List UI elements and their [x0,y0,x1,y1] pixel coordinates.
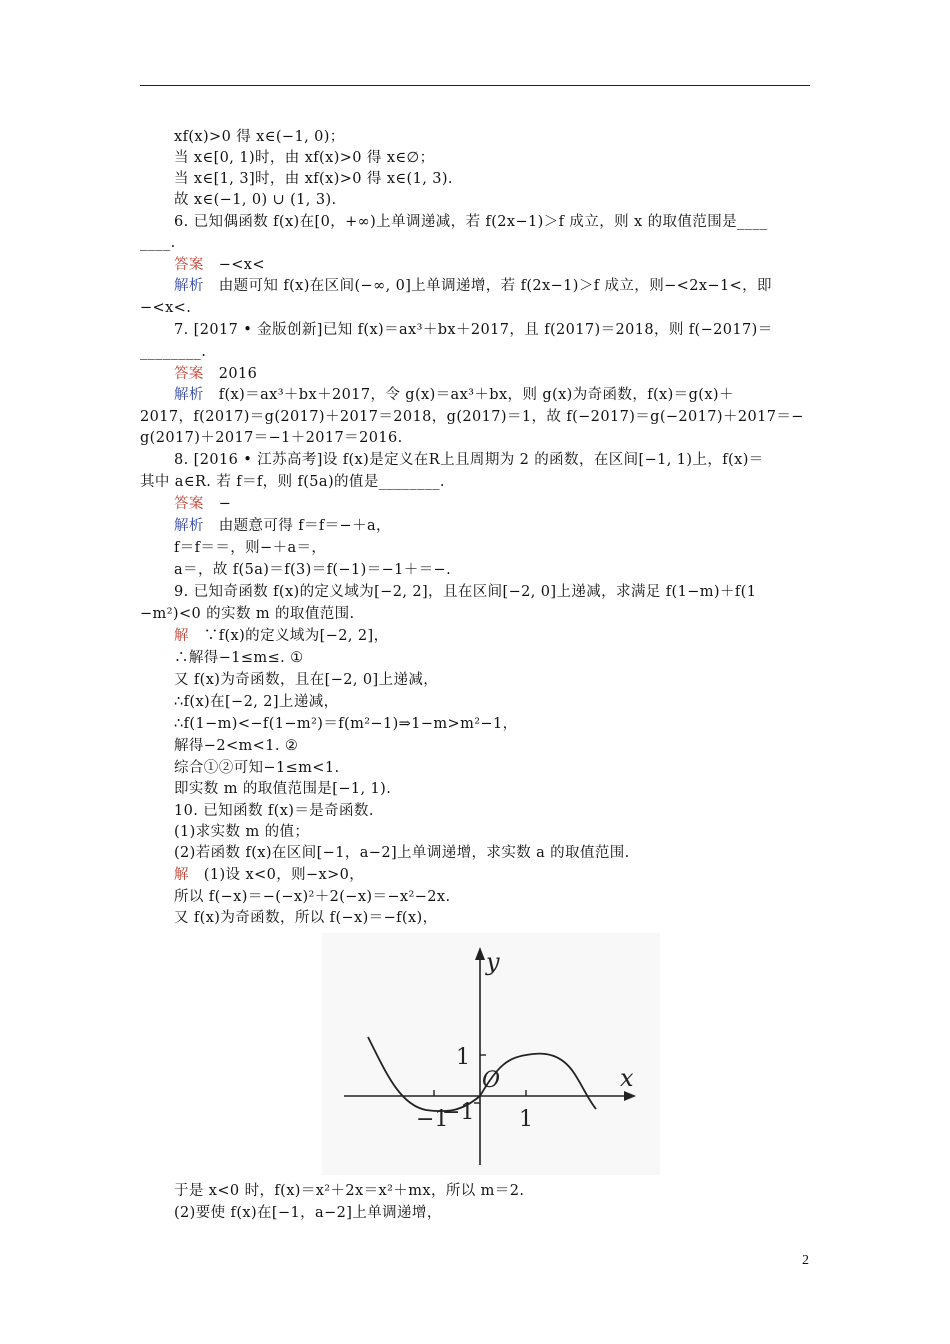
answer-line: 答案 − [174,496,232,512]
analysis-line: 解析 由题意可得 f＝f＝−＋a， [174,518,391,534]
text-line: 2017，f(2017)＝g(2017)＋2017＝2018，g(2017)＝1，故 f(−2017)＝g(−2017)＋2017＝− [140,409,804,425]
solution-line: 解 ∵f(x)的定义域为[−2, 2]， [174,628,389,644]
text-line: a＝，故 f(5a)＝f(3)＝f(−1)＝−1＋＝−. [174,562,452,578]
text-line: 于是 x<0 时，f(x)＝x²＋2x＝x²＋mx，所以 m＝2. [174,1183,525,1199]
analysis-tag: 解析 [174,278,204,294]
text-line: ________. [140,344,207,360]
text-line: ∴f(1−m)<−f(1−m²)＝f(m²−1)⇒1−m>m²−1， [174,716,518,732]
text-line: ____. [140,235,176,251]
solution-line: 解 (1)设 x<0，则−x>0， [174,867,365,883]
tick-label-y-pos: 1 [456,1045,470,1070]
function-graph [322,933,660,1175]
text-line: (1)求实数 m 的值； [174,824,310,840]
solution-tag: 解 [174,867,189,883]
solution-tag: 解 [174,628,189,644]
question-7: 7. [2017 • 金版创新]已知 f(x)＝ax³＋bx＋2017，且 f(2017)＝2018，则 f(−2017)＝ [174,322,773,338]
analysis-tag: 解析 [174,518,204,534]
text-line: −<x<. [140,300,192,316]
text-line: 即实数 m 的取值范围是[−1, 1). [174,781,392,797]
question-8: 8. [2016 • 江苏高考]设 f(x)是定义在R上且周期为 2 的函数，在区间[−1, 1)上，f(x)＝ [174,452,764,468]
tick-label-y-neg: −1 [442,1100,475,1125]
text-line: 故 x∈(−1, 0) ∪ (1, 3). [174,192,337,208]
y-axis-label: y [486,948,500,976]
answer-tag: 答案 [174,257,204,273]
answer-line: 答案 −<x< [174,257,265,273]
text-line: 当 x∈[1, 3]时，由 xf(x)>0 得 x∈(1, 3). [174,171,453,187]
text-line: 所以 f(−x)＝−(−x)²＋2(−x)＝−x²−2x. [174,889,451,905]
text-line: ∴f(x)在[−2, 2]上递减， [174,694,339,710]
text-line: 当 x∈[0, 1)时，由 xf(x)>0 得 x∈∅； [174,150,435,166]
page-number: 2 [802,1253,809,1268]
text-line: xf(x)>0 得 x∈(−1, 0)； [174,129,345,145]
origin-label: O [482,1068,501,1093]
text-line: g(2017)＋2017＝−1＋2017＝2016. [140,430,403,446]
question-10: 10. 已知函数 f(x)＝是奇函数. [174,803,374,819]
analysis-line: 解析 由题可知 f(x)在区间(−∞, 0]上单调递增，若 f(2x−1)＞f 成立，则−<2x−1<，即 [174,278,772,294]
answer-tag: 答案 [174,366,204,382]
text-line: ∴解得−1≤m≤. ① [174,650,304,666]
text-line: 又 f(x)为奇函数，且在[−2, 0]上递减， [174,672,439,688]
analysis-tag: 解析 [174,387,204,403]
text-line: (2)要使 f(x)在[−1，a−2]上单调递增， [174,1205,442,1221]
tick-label-x-neg: −1 [416,1107,449,1132]
text-line: 又 f(x)为奇函数，所以 f(−x)＝−f(x)， [174,910,438,926]
question-9: 9. 已知奇函数 f(x)的定义域为[−2, 2]，且在区间[−2, 0]上递减，求满足 f(1−m)＋f(1 [174,584,757,600]
text-line: 综合①②可知−1≤m<1. [174,760,340,776]
text-line: −m²)<0 的实数 m 的取值范围. [140,606,355,622]
x-axis-label: x [620,1064,634,1092]
tick-label-x-pos: 1 [519,1107,533,1132]
text-line: 解得−2<m<1. ② [174,738,299,754]
text-line: 其中 a∈R. 若 f＝f，则 f(5a)的值是________. [140,474,445,490]
answer-line: 答案 2016 [174,366,258,382]
header-rule [140,85,810,86]
question-6: 6. 已知偶函数 f(x)在[0，+∞)上单调递减，若 f(2x−1)＞f 成立，则 x 的取值范围是____ [174,214,768,230]
answer-tag: 答案 [174,496,204,512]
text-line: f＝f＝＝，则−＋a＝， [174,540,327,556]
text-line: (2)若函数 f(x)在区间[−1，a−2]上单调递增，求实数 a 的取值范围. [174,845,630,861]
analysis-line: 解析 f(x)＝ax³＋bx＋2017，令 g(x)＝ax³＋bx，则 g(x)为奇函数，f(x)＝g(x)＋ [174,387,734,403]
